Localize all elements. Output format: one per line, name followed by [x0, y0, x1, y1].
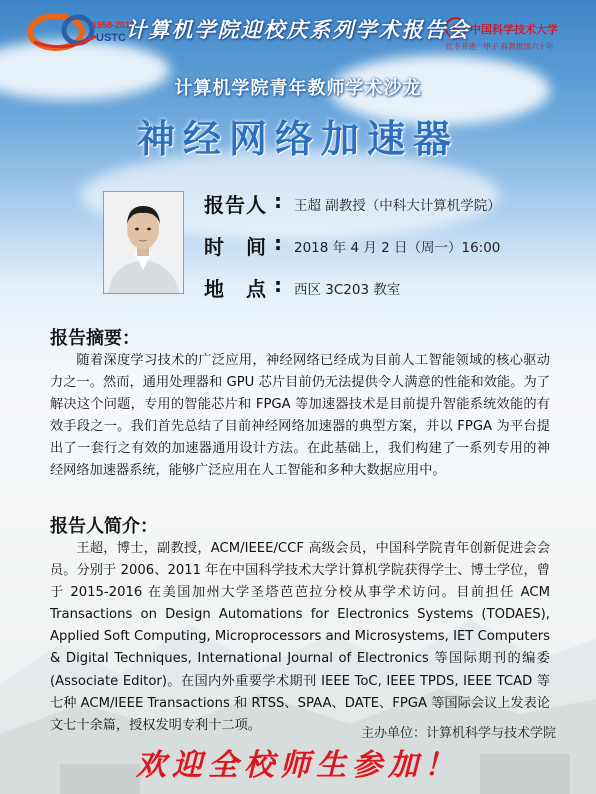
- bio-text: 王超，博士，副教授，ACM/IEEE/CCF 高级会员，中国科学院青年创新促进会会员。分别于 2006、2011 年在中国科学技术大学计算机学院获得学士、博士学位，曾于 2015-2016 在美国加州大学圣塔芭芭拉分校从事学术访问。目前担任 ACM Transactions on Design Automations for Electronics Systems (TODAES), Applied Soft Computing, Microprocessors and Microsystems, IET Computers & Digital Techniques, International Journal of Electronics 等国际期刊的编委 (Associate Editor)。在国内外重要学术期刊 IEEE ToC, IEEE TPDS, IEEE TCAD 等七种 ACM/IEEE Transactions 和 RTSS、SPAA、DATE、FPGA 等国际会议上发表论文七十余篇，授权发明专利十二项。: [50, 541, 550, 733]
- info-value: 王超 副教授（中科大计算机学院）: [294, 198, 501, 214]
- svg-text:1958-2018: 1958-2018: [92, 20, 136, 30]
- info-label: 时 间: [204, 235, 267, 259]
- svg-text:中国科学技术大学: 中国科学技术大学: [470, 23, 558, 36]
- svg-text:红专并进一甲子 科教报国六十年: 红专并进一甲子 科教报国六十年: [446, 42, 554, 51]
- speaker-photo: [103, 191, 184, 294]
- info-label: 地 点: [204, 277, 267, 301]
- abstract-heading: 报告摘要：: [50, 328, 140, 349]
- welcome-banner: 欢迎全校师生参加！: [136, 748, 460, 783]
- series-title: 计算机学院迎校庆系列学术报告会: [125, 17, 471, 42]
- info-value: 2018 年 4 月 2 日（周一）16:00: [294, 240, 501, 256]
- talk-title: 神经网络加速器: [136, 117, 459, 161]
- abstract-text: 随着深度学习技术的广泛应用，神经网络已经成为目前人工智能领域的核心驱动力之一。然而，通用处理器和 GPU 芯片目前仍无法提供令人满意的性能和效能。为了解决这个问题，专用的智能芯片和 FPGA 等加速器技术是目前提升智能系统效能的有效手段之一。我们首先总结了目前神经网络加速器的典型方案，并以 FPGA 为平台提出了一套行之有效的加速器通用设计方法。在此基础上，我们构建了一系列专用的神经网络加速器系统，能够广泛应用在人工智能和多种大数据应用中。: [50, 353, 550, 479]
- svg-text:USTC: USTC: [96, 32, 126, 44]
- info-label: 报告人: [204, 193, 267, 217]
- bio-heading: 报告人简介：: [50, 516, 158, 537]
- info-value: 西区 3C203 教室: [294, 282, 401, 298]
- salon-subtitle: 计算机学院青年教师学术沙龙: [174, 78, 422, 99]
- host-organization: 主办单位：计算机科学与技术学院: [360, 726, 556, 741]
